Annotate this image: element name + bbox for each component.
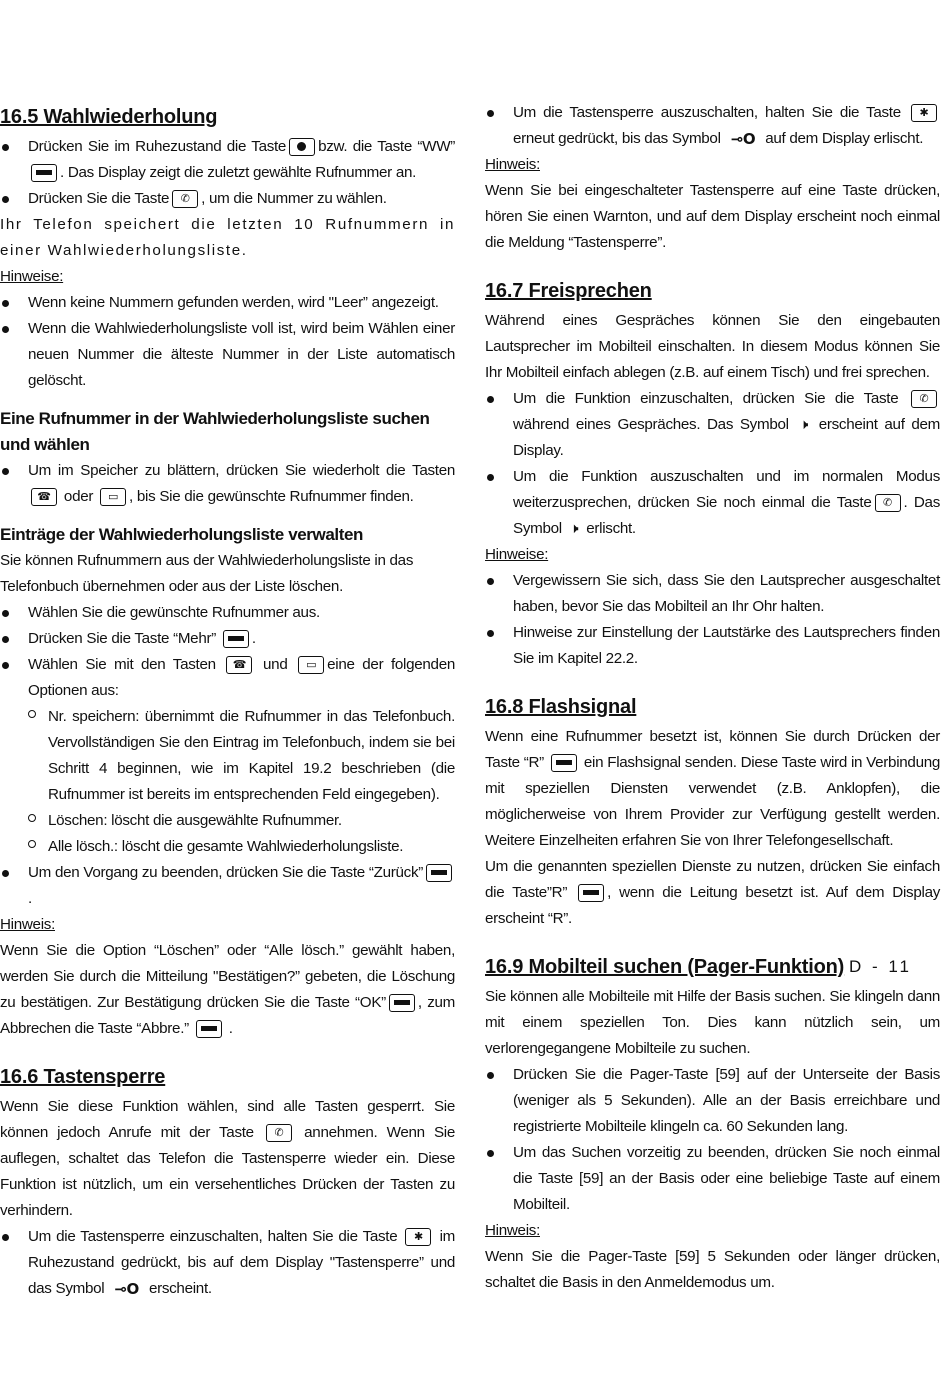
text: annehmen. Wenn Sie auflegen, schaltet das Telefon die Tastensperre wieder ein. Diese Funktion ist nützlich, um ein versehentliches Drücken der Tasten zu verhindern. <box>0 1124 456 1219</box>
text: Um die Funktion auszuschalten und im normalen Modus weiterzusprechen, drücken Sie noch einmal die Taste <box>513 468 940 512</box>
section-title-16-8: 16.8 Flashsignal <box>485 696 637 719</box>
text: erlischt. <box>586 520 636 538</box>
paragraph: Wenn Sie bei eingeschalteter Tastensperre auf eine Taste drücken, hören Sie einen Warnton, und auf dem Display erscheint noch einmal die Meldung “Tastensperre”. <box>485 182 940 252</box>
softkey-icon <box>551 754 577 772</box>
text: im Ruhezustand gedrückt, bis auf dem Display "Tastensperre” und das Symbol <box>28 1228 455 1298</box>
paragraph <box>485 854 940 932</box>
contacts-key-icon: ☎ <box>31 488 57 506</box>
subheading: Eine Rufnummer in der Wahlwiederholungsliste suchen und wählen <box>0 409 430 454</box>
key-lock-icon: ⊸O <box>730 130 756 148</box>
text: während eines Gespräches. Das Symbol <box>513 416 789 434</box>
speaker-icon: 🕨 <box>799 417 808 434</box>
list-item <box>0 458 455 510</box>
text: Drücken Sie im Ruhezustand die Taste <box>28 138 287 155</box>
subheading: Einträge der Wahlwiederholungsliste verwalten <box>0 525 364 544</box>
phonebook-key-icon: ▭ <box>100 488 126 506</box>
list-item <box>485 386 940 464</box>
section-title-16-5: 16.5 Wahlwiederholung <box>0 106 218 128</box>
section-title-16-6: 16.6 Tastensperre <box>0 1066 166 1088</box>
paragraph: Ihr Telefon speichert die letzten 10 Rufnummern in einer Wahlwiederholungsliste. <box>0 216 455 259</box>
text: Um im Speicher zu blättern, drücken Sie wiederholt die Tasten <box>28 462 455 479</box>
option-item: Nr. speichern: übernimmt die Rufnummer in das Telefonbuch. Vervollständigen Sie den Eintrag im Telefonbuch, indem sie bei Schritt 4 beginnen, wie im Kapitel 19.2 beschrieben (die Rufnummer ist bereits im entsprechenden Feld eingegeben). <box>28 704 455 808</box>
paragraph <box>485 724 940 854</box>
list-item: Wenn keine Nummern gefunden werden, wird "Leer” angezeigt. <box>0 290 455 316</box>
section-title-16-9: 16.9 Mobilteil suchen (Pager-Funktion) <box>485 956 845 979</box>
section-title-16-7: 16.7 Freisprechen <box>485 280 652 303</box>
list-item <box>0 134 455 186</box>
softkey-icon <box>196 1020 222 1038</box>
star-key-icon: ✱ <box>911 104 937 122</box>
contacts-key-icon: ☎ <box>226 656 252 674</box>
text: ein Flashsignal senden. Diese Taste wird in Verbindung mit speziellen Diensten verwendet (z.B. Anklopfen), die möglicherweise von Ihrem Provider zur Verfügung gestellt werden. Weitere Einzelheiten erfahren Sie von Ihrer Telefongesellschaft. <box>485 754 941 850</box>
text: , zum Abbrechen die Taste “Abbre.” <box>0 994 455 1037</box>
handsfree-key-icon: ✆ <box>911 390 937 408</box>
text: Wenn eine Rufnummer besetzt ist, können Sie durch Drücken der Taste “R” <box>485 728 940 772</box>
list-item <box>0 626 455 652</box>
talk-key-icon: ✆ <box>172 190 198 208</box>
list-item <box>485 100 940 152</box>
list-item <box>0 860 455 912</box>
text: . <box>28 890 32 907</box>
handsfree-key-icon: ✆ <box>875 494 901 512</box>
text: bzw. die Taste “WW” <box>318 138 455 155</box>
list-item <box>0 652 455 860</box>
phonebook-key-icon: ▭ <box>298 656 324 674</box>
text: oder <box>63 488 94 505</box>
list-item: Wählen Sie die gewünschte Rufnummer aus. <box>0 600 455 626</box>
option-list <box>28 704 455 860</box>
text: Drücken Sie die Taste “Mehr” <box>28 630 216 647</box>
note-label: Hinweis: <box>485 156 540 174</box>
softkey-icon <box>578 884 604 902</box>
redial-key-icon <box>289 138 315 156</box>
list <box>0 290 455 394</box>
text: Wenn Sie die Option “Löschen” oder “Alle lösch.” gewählt haben, werden Sie durch die Mitteilung "Bestätigen?” gebeten, die Löschung zu bestätigen. Zur Bestätigung drücken Sie die Taste “OK” <box>0 942 455 1011</box>
star-key-icon: ✱ <box>405 1228 431 1246</box>
note-label: Hinweis: <box>485 1222 540 1240</box>
text: , wenn die Leitung besetzt ist. Auf dem Display erscheint “R”. <box>485 884 941 928</box>
right-column <box>485 100 940 1296</box>
talk-key-icon: ✆ <box>266 1124 292 1142</box>
option-item: Alle lösch.: löscht die gesamte Wahlwiederholungsliste. <box>28 834 455 860</box>
text: Um den Vorgang zu beenden, drücken Sie die Taste “Zurück” <box>28 864 423 881</box>
text: erneut gedrückt, bis das Symbol <box>513 130 721 148</box>
list <box>0 458 455 510</box>
key-lock-icon: ⊸O <box>114 1280 140 1298</box>
list-item <box>0 186 455 212</box>
text: eine der folgenden Optionen aus: <box>28 656 455 699</box>
softkey-icon <box>426 864 452 882</box>
softkey-icon <box>223 630 249 648</box>
list <box>485 100 940 152</box>
option-item: Löschen: löscht die ausgewählte Rufnummer. <box>28 808 455 834</box>
speaker-icon: 🕨 <box>569 521 579 538</box>
text: . <box>251 630 256 647</box>
text: . <box>228 1020 233 1037</box>
list-item: Hinweise zur Einstellung der Lautstärke des Lautsprechers finden Sie im Kapitel 22.2. <box>485 620 940 672</box>
text: . Das Symbol <box>513 494 940 538</box>
list-item: Wenn die Wahlwiederholungsliste voll ist, wird beim Wählen einer neuen Nummer die älteste Nummer in der Liste automatisch gelöscht. <box>0 316 455 394</box>
text: erscheint. <box>148 1280 212 1298</box>
paragraph: Sie können alle Mobilteile mit Hilfe der Basis suchen. Sie klingeln dann mit einem speziellen Ton. Dies kann nützlich sein, um verlorengegangene Mobilteile zu suchen. <box>485 988 940 1058</box>
list-item <box>485 464 940 542</box>
text: Um die Funktion einzuschalten, drücken Sie die Taste <box>513 390 899 408</box>
paragraph <box>0 938 455 1042</box>
list-item: Um das Suchen vorzeitig zu beenden, drücken Sie noch einmal die Taste [59] an der Basis oder eine beliebige Taste auf einem Mobilteil. <box>485 1140 940 1218</box>
list-item: Drücken Sie die Pager-Taste [59] auf der Unterseite der Basis (weniger als 5 Sekunden). Alle an der Basis erreichbare und registrierte Mobilteile klingeln ca. 60 Sekunden lang. <box>485 1062 940 1140</box>
notes-label: Hinweise: <box>485 546 549 564</box>
list <box>0 1224 455 1302</box>
list-item: Vergewissern Sie sich, dass Sie den Lautsprecher ausgeschaltet haben, bevor Sie das Mobilteil an Ihr Ohr halten. <box>485 568 940 620</box>
paragraph <box>0 1094 455 1224</box>
text: Drücken Sie die Taste <box>28 190 170 207</box>
list <box>485 568 940 672</box>
text: Um die Tastensperre auszuschalten, halten Sie die Taste <box>513 104 901 121</box>
paragraph: Während eines Gespräches können Sie den eingebauten Lautsprecher im Mobilteil einschalten. In diesem Modus können Sie Ihr Mobilteil einfach ablegen (z.B. auf einem Tisch) und frei sprechen. <box>485 312 940 382</box>
text: Um die genannten speziellen Dienste zu nutzen, drücken Sie einfach die Taste”R” <box>485 858 940 902</box>
note-label: Hinweis: <box>0 916 55 933</box>
notes-label: Hinweise: <box>0 268 64 285</box>
left-column <box>0 96 455 1302</box>
text: und <box>263 656 288 673</box>
paragraph: Sie können Rufnummern aus der Wahlwiederholungsliste in das Telefonbuch übernehmen oder aus der Liste löschen. <box>0 552 414 595</box>
paragraph: Wenn Sie die Pager-Taste [59] 5 Sekunden oder länger drücken, schaltet die Basis in den Anmeldemodus um. <box>485 1248 940 1292</box>
page-number: D - 11 <box>848 957 912 976</box>
list-item <box>0 1224 455 1302</box>
text: Wählen Sie mit den Tasten <box>28 656 216 673</box>
list <box>485 386 940 542</box>
text: Um die Tastensperre einzuschalten, halten Sie die Taste <box>28 1228 398 1245</box>
text: , bis Sie die gewünschte Rufnummer finden. <box>129 488 414 505</box>
text: , um die Nummer zu wählen. <box>201 190 387 207</box>
text: Wenn Sie diese Funktion wählen, sind alle Tasten gesperrt. Sie können jedoch Anrufe mit der Taste <box>0 1098 455 1141</box>
softkey-icon <box>31 164 57 182</box>
text: auf dem Display erlischt. <box>765 130 924 148</box>
text: erscheint auf dem Display. <box>513 416 941 460</box>
list <box>0 600 455 912</box>
text: . Das Display zeigt die zuletzt gewählte Rufnummer an. <box>60 164 417 181</box>
list <box>485 1062 940 1218</box>
softkey-icon <box>389 994 415 1012</box>
list <box>0 134 455 212</box>
